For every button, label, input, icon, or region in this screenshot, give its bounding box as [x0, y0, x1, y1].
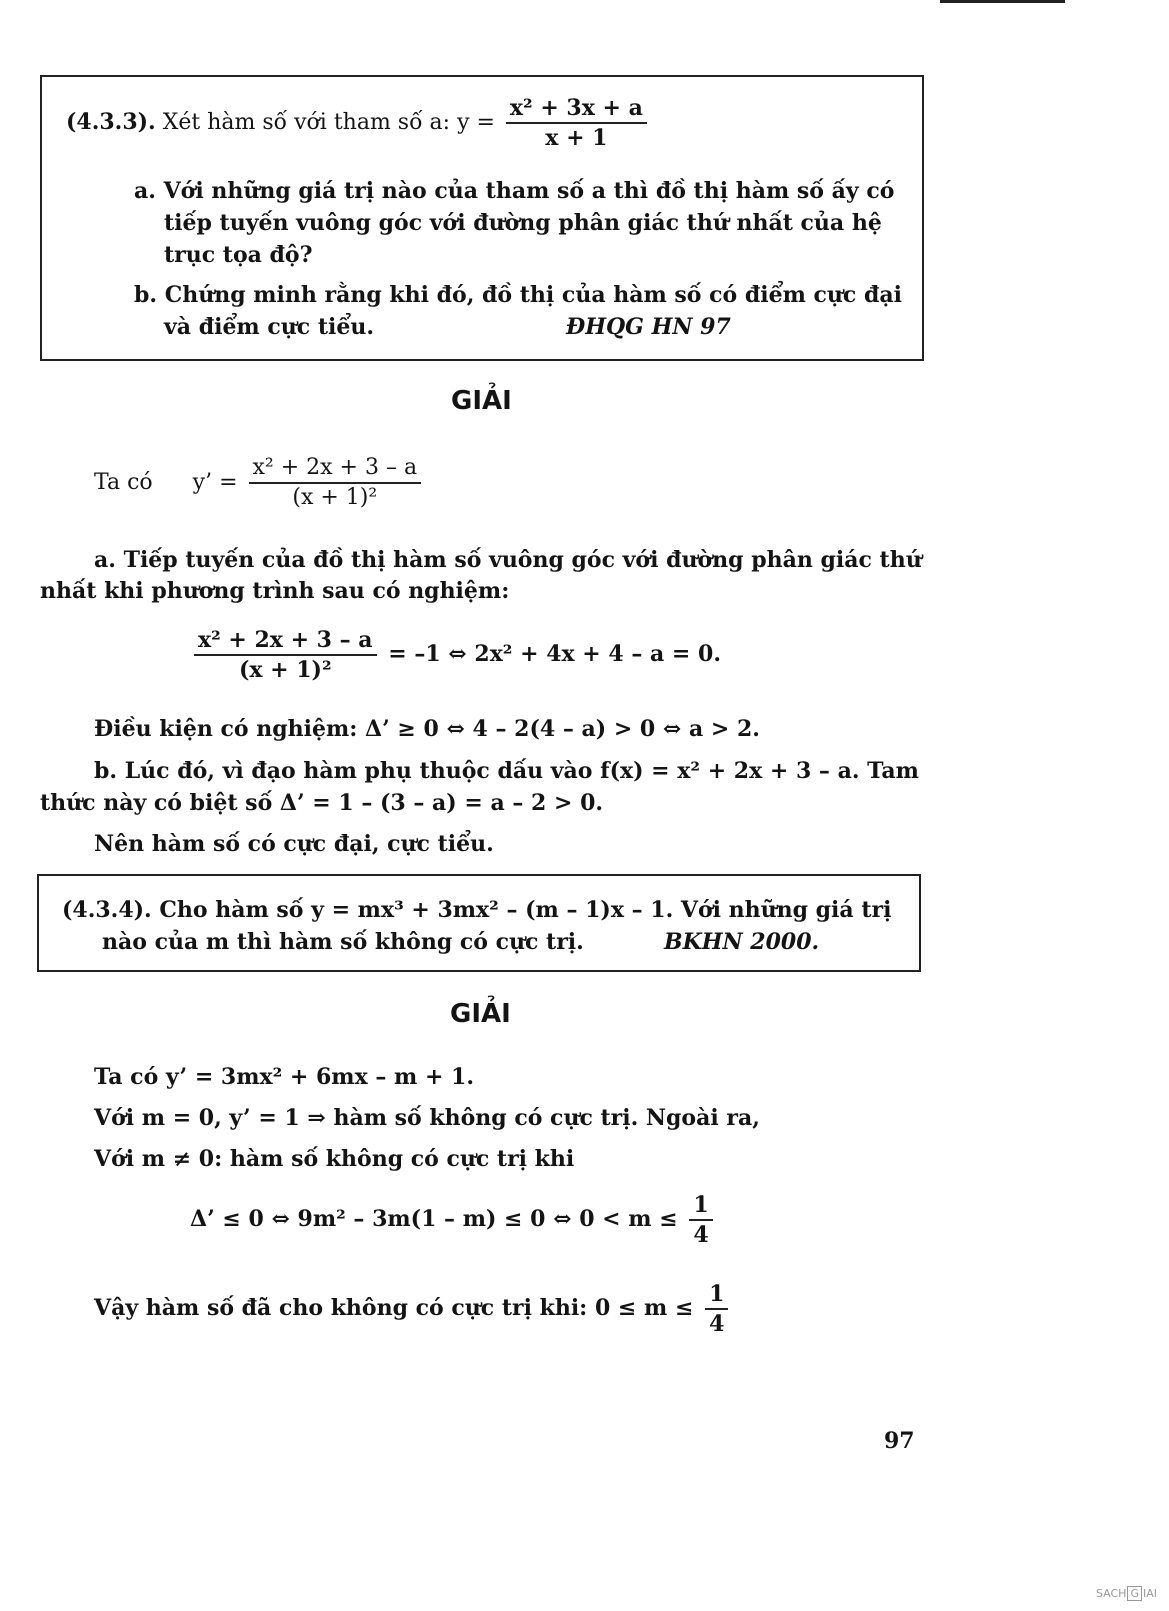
fraction-numerator: x² + 2x + 3 – a [194, 628, 377, 656]
derivative-y: y’ = [192, 470, 238, 496]
source-citation: ĐHQG HN 97 [566, 314, 731, 340]
inequality-text: Δ’ ≤ 0 ⇔ 9m² – 3m(1 – m) ≤ 0 ⇔ 0 < m ≤ [190, 1206, 678, 1233]
tangent-equation [190, 628, 721, 682]
fraction-denominator: (x + 1)² [292, 485, 378, 511]
quarter-fraction [689, 1193, 712, 1247]
source-citation: BKHN 2000. [664, 929, 820, 955]
fraction-numerator: x² + 3x + a [506, 96, 647, 124]
fraction-denominator: x + 1 [545, 125, 608, 152]
conclusion-text: Vậy hàm số đã cho không có cực trị khi: 0 ≤ m ≤ [94, 1295, 694, 1322]
problem-text: Cho hàm số y = mx³ + 3mx² – (m – 1)x – 1. Với những giá trị [159, 897, 892, 923]
question-a-line-2: tiếp tuyến vuông góc với đường phân giác thứ nhất của hệ [164, 210, 882, 236]
conclusion-1: Nên hàm số có cực đại, cực tiểu. [94, 831, 494, 857]
discriminant-inequality [190, 1193, 717, 1247]
top-rule [940, 0, 1065, 3]
derivative-fraction [249, 456, 422, 510]
fraction-numerator: 1 [689, 1193, 712, 1221]
question-b-line-2: và điểm cực tiểu. [164, 314, 374, 340]
solution-heading: GIẢI [451, 386, 512, 416]
problem-label: (4.3.3). [66, 109, 156, 136]
fraction-denominator: 4 [709, 1311, 725, 1338]
solution-2-line-2: Với m = 0, y’ = 1 ⇒ hàm số không có cực trị. Ngoài ra, [94, 1105, 760, 1131]
solution-2-line-3: Với m ≠ 0: hàm số không có cực trị khi [94, 1146, 575, 1172]
problem-4-3-4-line-1 [62, 897, 891, 923]
fraction-numerator: 1 [705, 1282, 728, 1310]
question-a-line-3: trục tọa độ? [164, 242, 313, 268]
page-number: 97 [884, 1428, 915, 1454]
part-a-line-1: a. Tiếp tuyến của đồ thị hàm số vuông góc với đường phân giác thứ [94, 547, 922, 573]
equation-rest: = –1 ⇔ 2x² + 4x + 4 – a = 0. [388, 641, 721, 668]
quarter-fraction [705, 1282, 728, 1336]
part-b-line-2: thức này có biệt số Δ’ = 1 – (3 – a) = a – 2 > 0. [40, 790, 604, 816]
question-a-line-1: a. Với những giá trị nào của tham số a thì đồ thị hàm số ấy có [134, 178, 895, 204]
function-fraction [506, 96, 647, 150]
question-b-line-1: b. Chứng minh rằng khi đó, đồ thị của hàm số có điểm cực đại [134, 282, 902, 308]
root-condition: Điều kiện có nghiệm: Δ’ ≥ 0 ⇔ 4 – 2(4 – a) > 0 ⇔ a > 2. [94, 716, 760, 742]
problem-4-3-4-line-2: nào của m thì hàm số không có cực trị. [102, 929, 584, 955]
fraction-denominator: (x + 1)² [238, 657, 332, 684]
equation-fraction [194, 628, 377, 682]
part-b-line-1: b. Lúc đó, vì đạo hàm phụ thuộc dấu vào f(x) = x² + 2x + 3 – a. Tam [94, 758, 919, 784]
solution-2-line-1: Ta có y’ = 3mx² + 6mx – m + 1. [94, 1064, 475, 1090]
part-a-line-2: nhất khi phương trình sau có nghiệm: [40, 578, 510, 604]
problem-label: (4.3.4). [62, 897, 152, 923]
problem-box-4-3-4 [37, 874, 921, 972]
derivative-lead: Ta có [94, 470, 153, 496]
solution-heading: GIẢI [450, 999, 511, 1029]
fraction-denominator: 4 [693, 1222, 709, 1249]
problem-stem-text: Xét hàm số với tham số a: y = [162, 110, 495, 136]
final-conclusion [94, 1282, 732, 1336]
watermark-logo: SACH G IAI [1095, 1587, 1157, 1600]
derivative-line [94, 456, 425, 510]
fraction-numerator: x² + 2x + 3 – a [249, 456, 422, 484]
problem-4-3-3-stem [66, 96, 651, 150]
